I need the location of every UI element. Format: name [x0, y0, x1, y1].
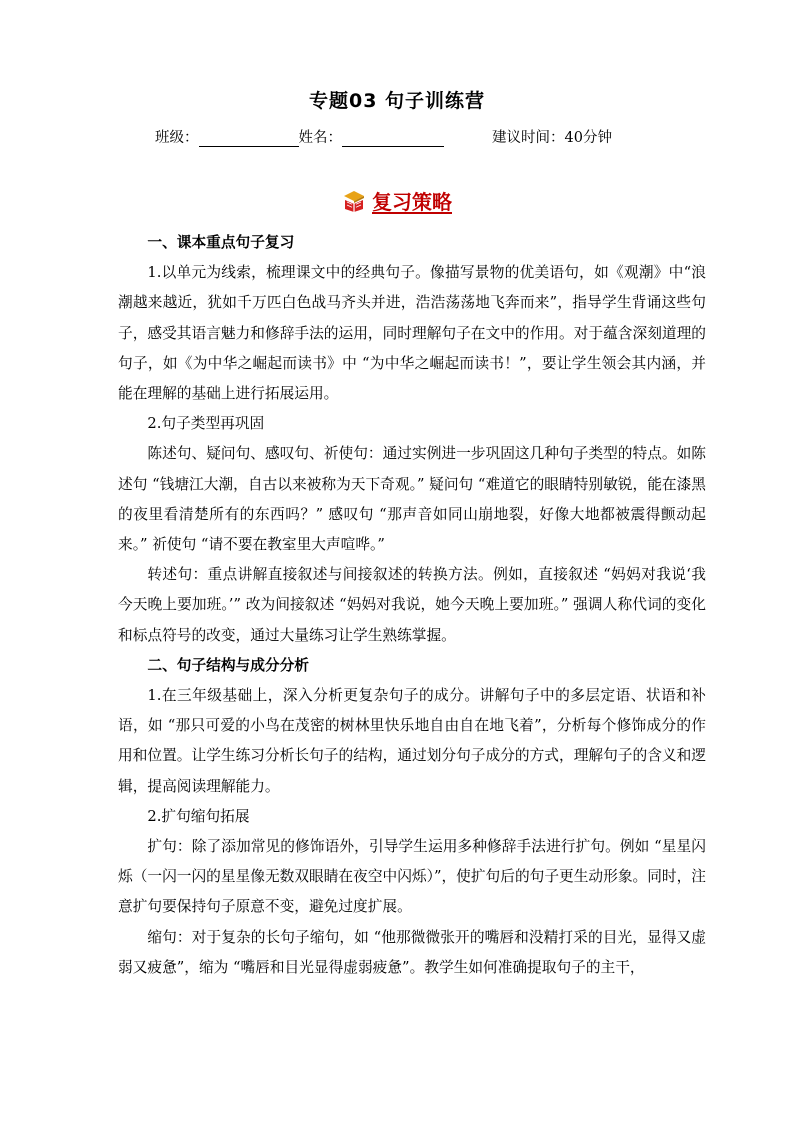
review-strategy-heading: 复习策略: [372, 190, 452, 214]
paragraph: 2.句子类型再巩固: [147, 415, 265, 433]
class-label: 班级：: [155, 130, 199, 146]
document-body: [118, 228, 706, 983]
paragraph: 转述句：重点讲解直接叙述与间接叙述的转换方法。例如，直接叙述 “妈妈对我说‘我今天晚上要加班。’” 改为间接叙述 “妈妈对我说，她今天晚上要加班。” 强调人称代词的变化和标点符号的改变，通过大量练习让学生熟练掌握。: [118, 566, 706, 644]
student-info-row: [155, 126, 675, 147]
section-heading-1: 一、课本重点句子复习: [147, 234, 295, 251]
paragraph: 1.在三年级基础上，深入分析更复杂句子的成分。讲解句子中的多层定语、状语和补语，如 “那只可爱的小鸟在茂密的树林里快乐地自由自在地飞着”，分析每个修饰成分的作用和位置。让学生练习分析长句子的结构，通过划分句子成分的方式，理解句子的含义和逻辑，提高阅读理解能力。: [118, 687, 706, 795]
book-icon: [342, 189, 366, 213]
name-blank: [342, 128, 444, 147]
section-heading-2: 二、句子结构与成分分析: [147, 656, 309, 674]
section-banner: [0, 186, 794, 217]
paragraph: 1.以单元为线索，梳理课文中的经典句子。像描写景物的优美语句，如《观潮》中“浪潮越来越近，犹如千万匹白色战马齐头并进，浩浩荡荡地飞奔而来”，指导学生背诵这些句子，感受其语言魅力和修辞手法的运用，同时理解句子在文中的作用。对于蕴含深刻道理的句子，如《为中华之崛起而读书》中 “为中华之崛起而读书！”，要让学生领会其内涵，并能在理解的基础上进行拓展运用。: [118, 264, 706, 403]
page-title: 专题03 句子训练营: [308, 90, 486, 112]
paragraph: 陈述句、疑问句、感叹句、祈使句：通过实例进一步巩固这几种句子类型的特点。如陈述句 “钱塘江大潮，自古以来被称为天下奇观。” 疑问句 “难道它的眼睛特别敏锐，能在漆黑的夜里看清楚所有的东西吗？” 感叹句 “那声音如同山崩地裂，好像大地都被震得颤动起来。” 祈使句 “请不要在教室里大声喧哗。”: [118, 445, 706, 554]
class-blank: [199, 128, 299, 147]
name-label: 姓名：: [298, 130, 342, 146]
paragraph: 缩句：对于复杂的长句子缩句，如 “他那微微张开的嘴唇和没精打采的目光，显得又虚弱又疲惫”，缩为 “嘴唇和目光显得虚弱疲惫”。教学生如何准确提取句子的主干，: [118, 928, 706, 976]
paragraph: 扩句：除了添加常见的修饰语外，引导学生运用多种修辞手法进行扩句。例如 “星星闪烁（一闪一闪的星星像无数双眼睛在夜空中闪烁）”，使扩句后的句子更生动形象。同时，注意扩句要保持句子原意不变，避免过度扩展。: [118, 838, 706, 916]
paragraph: 2.扩句缩句拓展: [147, 807, 250, 825]
suggested-time: 建议时间：40分钟: [492, 130, 612, 146]
